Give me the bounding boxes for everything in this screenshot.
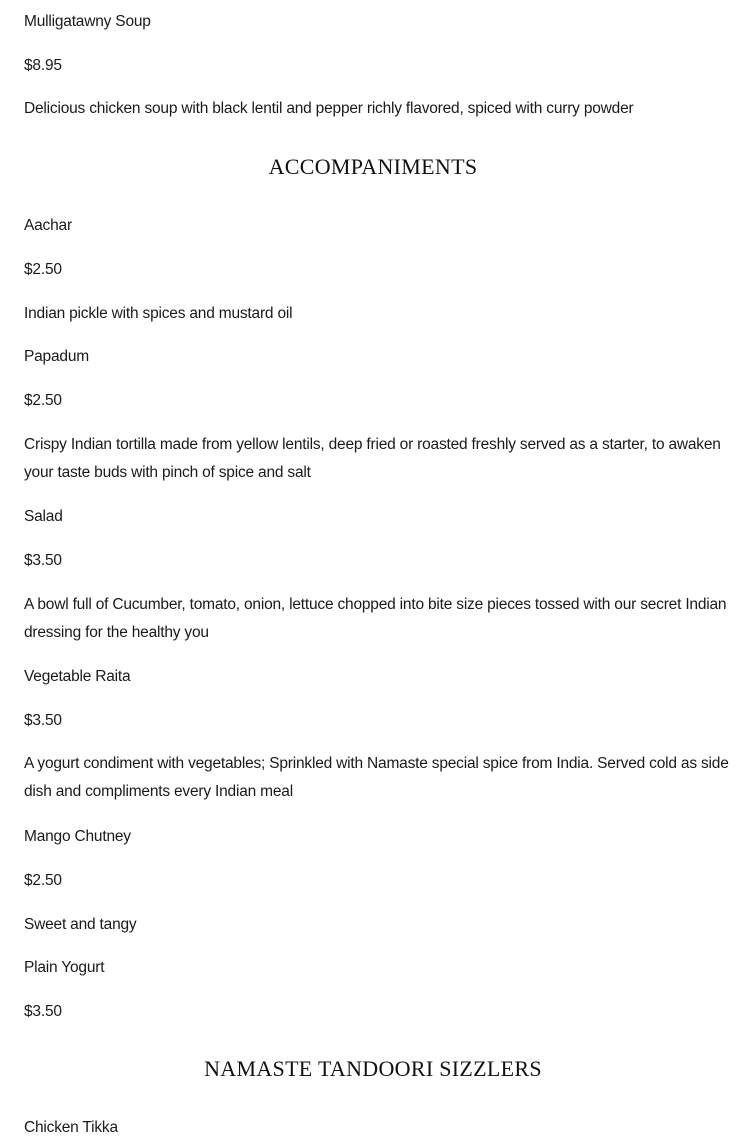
- item-name: Chicken Tikka: [24, 1119, 118, 1136]
- menu-item-vegetable-raita: [24, 663, 734, 806]
- section-heading-accompaniments: ACCOMPANIMENTS: [268, 154, 478, 179]
- item-price: $2.50: [24, 392, 62, 409]
- item-description: Delicious chicken soup with black lentil and pepper richly flavored, spiced with curry powder: [24, 100, 634, 117]
- menu-item-mango-chutney: [24, 823, 734, 939]
- item-description: Crispy Indian tortilla made from yellow lentils, deep fried or roasted freshly served as a starter, to awaken your taste buds with pinch of spice and salt: [24, 436, 721, 481]
- menu-item-salad: [24, 503, 734, 647]
- item-name: Aachar: [24, 217, 72, 234]
- item-name: Mango Chutney: [24, 828, 131, 845]
- item-description: Indian pickle with spices and mustard oil: [24, 305, 293, 322]
- item-description: Sweet and tangy: [24, 916, 137, 933]
- menu-item-plain-yogurt: [24, 954, 734, 1026]
- item-price: $3.50: [24, 1003, 62, 1020]
- item-name: Salad: [24, 508, 63, 525]
- item-description: A bowl full of Cucumber, tomato, onion, lettuce chopped into bite size pieces tossed with our secret Indian dressing for the healthy you: [24, 596, 727, 641]
- item-name: Plain Yogurt: [24, 959, 105, 976]
- item-description: A yogurt condiment with vegetables; Sprinkled with Namaste special spice from India. Served cold as side dish and compliments every Indian meal: [24, 755, 729, 800]
- item-price: $2.50: [24, 261, 62, 278]
- menu-item-papadum: [24, 343, 734, 487]
- item-name: Vegetable Raita: [24, 668, 131, 685]
- item-price: $8.95: [24, 57, 62, 74]
- item-price: $3.50: [24, 712, 62, 729]
- menu-item-aachar: [24, 212, 734, 328]
- item-price: $2.50: [24, 872, 62, 889]
- item-name: Papadum: [24, 348, 89, 365]
- section-heading-tandoori-sizzlers: NAMASTE TANDOORI SIZZLERS: [204, 1056, 542, 1081]
- item-price: $3.50: [24, 552, 62, 569]
- menu-item-mulligatawny-soup: [24, 8, 734, 123]
- item-name: Mulligatawny Soup: [24, 13, 151, 30]
